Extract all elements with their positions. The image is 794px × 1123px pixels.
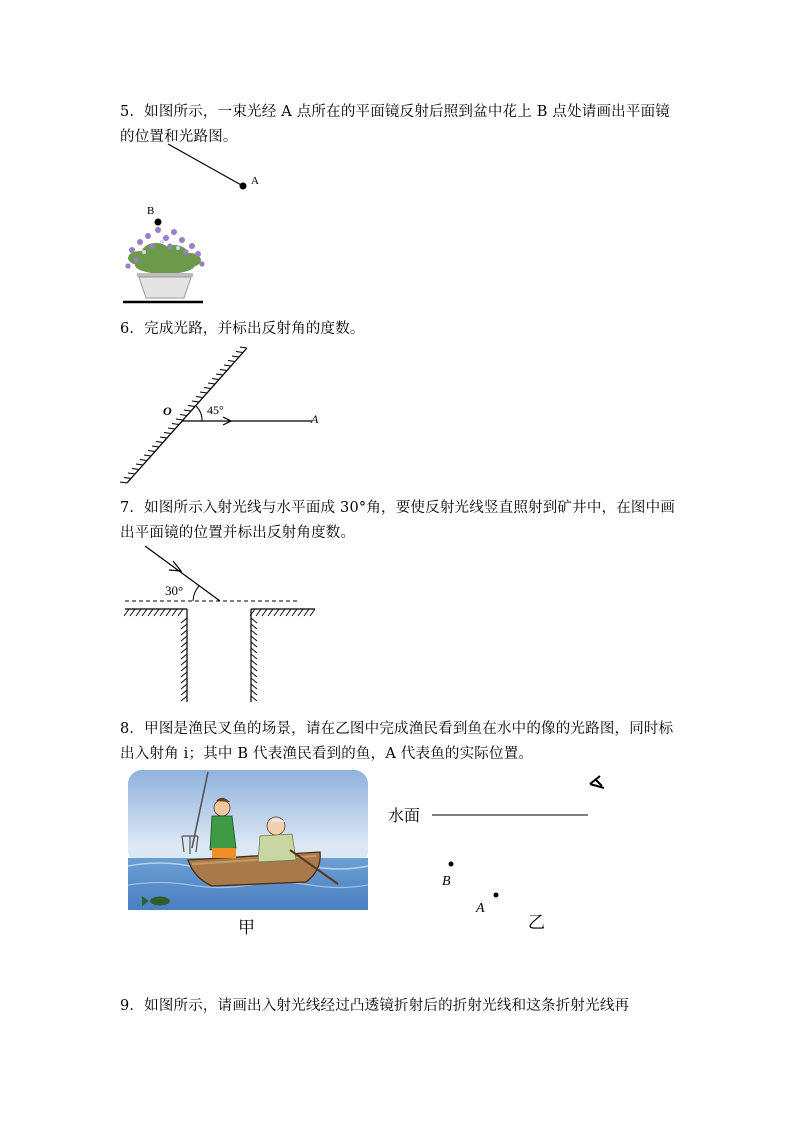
- figure-5-mirror-flower: [110, 140, 310, 310]
- caption-right: 乙: [528, 913, 545, 933]
- point-b: [449, 862, 454, 867]
- angle-label: 30°: [165, 583, 184, 598]
- label-a: A: [251, 175, 259, 187]
- figure-6-mirror: [115, 340, 335, 490]
- question-6-text: 6．完成光路，并标出反射角的度数。: [120, 321, 365, 337]
- question-8-text: 8．甲图是渔民叉鱼的场景，请在乙图中完成渔民看到鱼在水中的像的光路图，同时标出入射角 i；其中 B 代表渔民看到的鱼，A 代表鱼的实际位置。: [120, 721, 674, 762]
- figure-7-mine-shaft: [115, 540, 335, 710]
- arrow-head: [169, 561, 181, 571]
- eye-icon: [590, 776, 604, 788]
- label-b: B: [442, 874, 451, 889]
- fishing-scene-image: [128, 770, 368, 910]
- angle-arc: [196, 406, 202, 421]
- caption-left: 甲: [238, 918, 255, 938]
- figure-8-fishing: [120, 770, 580, 940]
- label-a: A: [476, 901, 485, 916]
- flower-pot-icon: [125, 227, 204, 298]
- label-a: A: [311, 412, 319, 426]
- ground-hatching: [124, 609, 315, 701]
- question-7-text: 7．如图所示入射光线与水平面成 30°角，要使反射光线竖直照射到矿井中，在图中画出平面镜的位置并标出反射角度数。: [120, 500, 676, 541]
- point-a: [240, 183, 247, 190]
- mirror-hatching: [120, 347, 247, 483]
- point-a: [494, 893, 499, 898]
- ground-surface: [125, 609, 315, 702]
- question-9-text: 9．如图所示，请画出入射光线经过凸透镜折射后的折射光线和这条折射光线再: [120, 998, 630, 1014]
- label-o: O: [163, 404, 172, 418]
- incident-ray: [168, 144, 243, 186]
- angle-label: 45°: [207, 403, 224, 417]
- water-surface-label: 水面: [388, 806, 421, 825]
- angle-arc: [193, 586, 199, 601]
- label-b: B: [147, 205, 155, 217]
- point-b: [155, 219, 162, 226]
- question-5-text: 5．如图所示，一束光经 A 点所在的平面镜反射后照到盆中花上 B 点处请画出平面镜的位置和光路图。: [120, 104, 670, 145]
